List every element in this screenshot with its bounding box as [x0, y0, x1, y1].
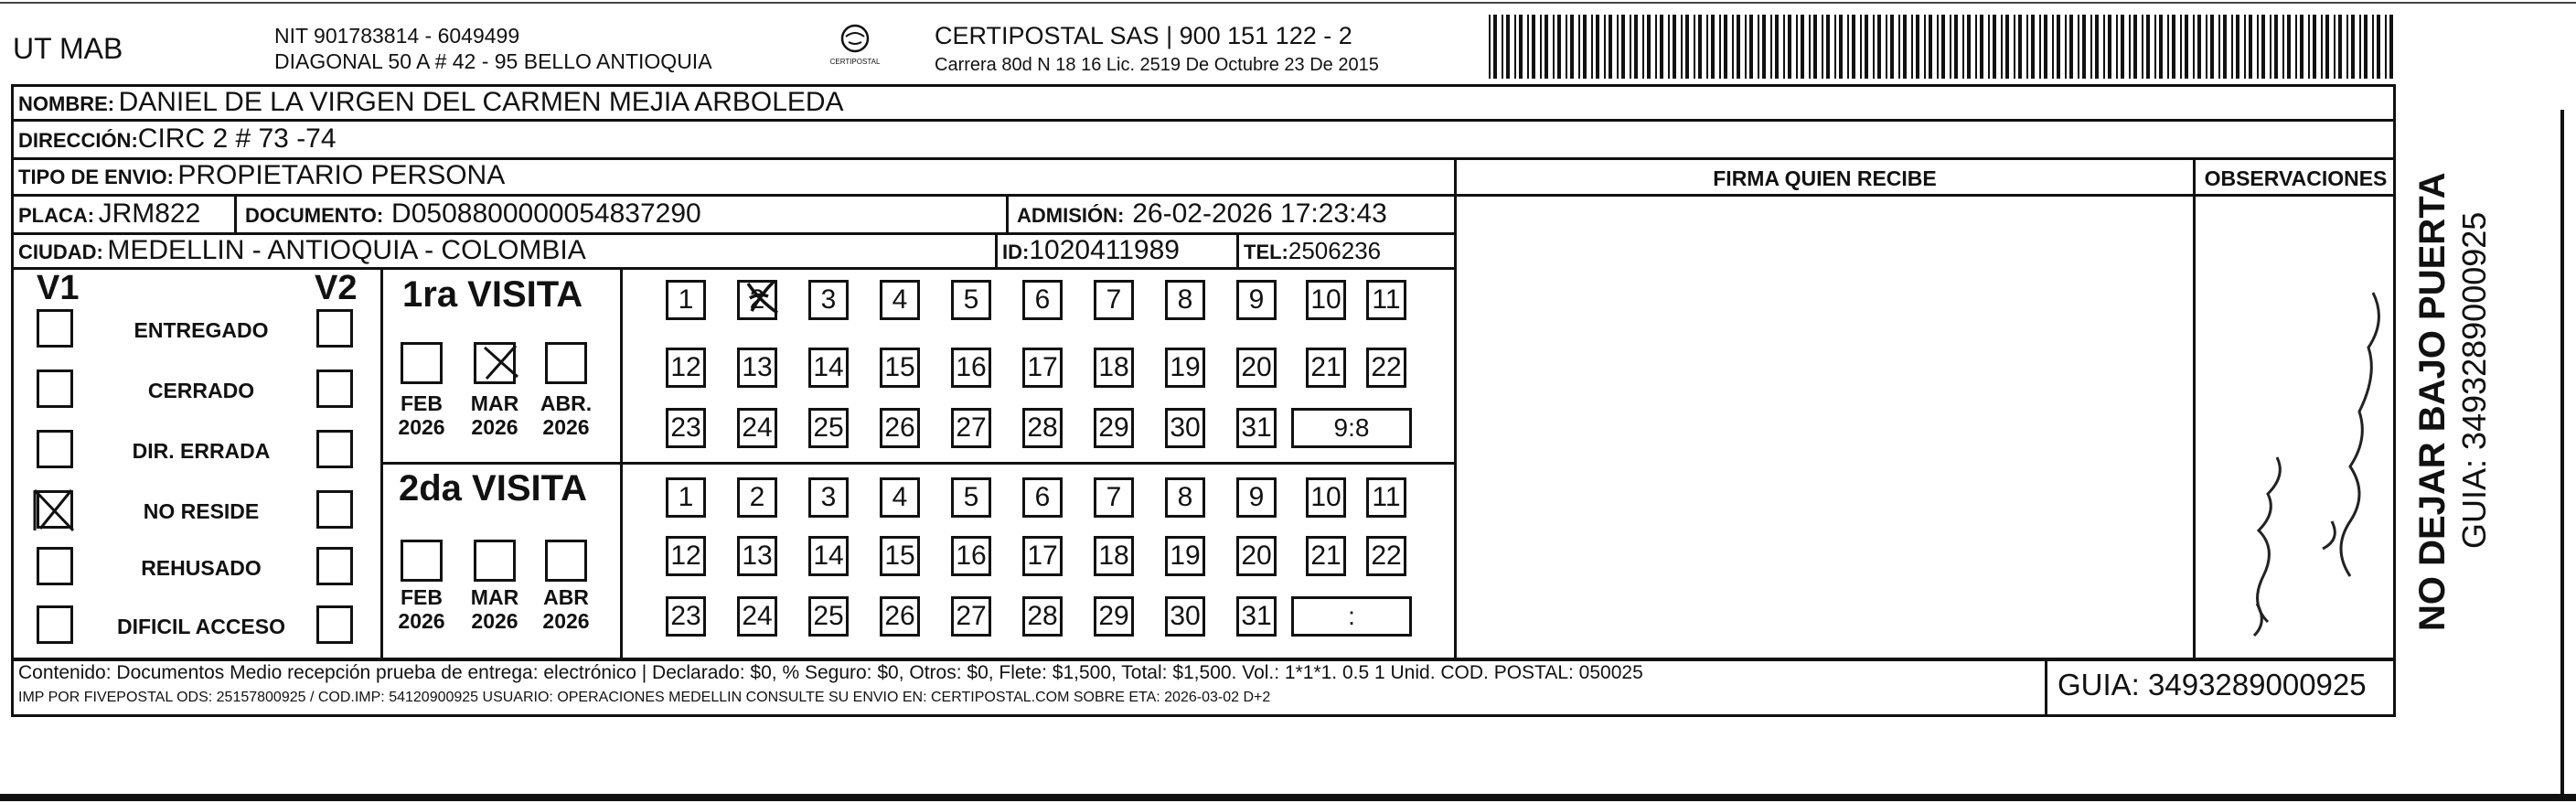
placa-value: JRM822 — [98, 198, 201, 229]
barcode-bar — [1553, 15, 1555, 79]
tipo-envio-value: PROPIETARIO PERSONA — [177, 160, 506, 190]
barcode-bar — [2159, 15, 2163, 79]
barcode-bar — [1745, 15, 1747, 79]
observaciones-header: OBSERVACIONES — [2204, 166, 2388, 190]
visit2-day-box[interactable]: 27 — [951, 596, 991, 637]
barcode-bar — [1570, 15, 1574, 79]
barcode — [1489, 15, 2396, 79]
visit2-day-box[interactable]: 1 — [666, 477, 706, 518]
barcode-bar — [2372, 15, 2374, 79]
barcode-bar — [2274, 15, 2278, 79]
barcode-bar — [2218, 15, 2220, 79]
visit1-day-box[interactable]: 4 — [880, 280, 920, 320]
barcode-bar — [2287, 15, 2291, 79]
barcode-bar — [1950, 15, 1951, 79]
barcode-bar — [1591, 15, 1593, 79]
barcode-bar — [1822, 15, 1823, 79]
visit2-month-checkbox[interactable] — [545, 540, 587, 582]
visit1-day-box[interactable]: 13 — [737, 348, 777, 388]
barcode-bar — [1719, 15, 1721, 79]
barcode-bar — [1630, 15, 1631, 79]
v1-checkbox[interactable] — [37, 309, 73, 348]
barcode-bar — [1489, 15, 1491, 79]
visit2-day-box[interactable]: 2 — [737, 477, 777, 518]
v2-label: V2 — [315, 269, 358, 307]
visit1-day-box[interactable]: 25 — [808, 408, 849, 448]
barcode-bar — [2133, 15, 2137, 79]
barcode-bar — [2270, 15, 2271, 79]
visit1-day-box[interactable]: 30 — [1165, 408, 1205, 448]
barcode-bar — [1911, 15, 1913, 79]
barcode-bar — [2069, 15, 2073, 79]
barcode-bar — [2095, 15, 2099, 79]
visit2-day-box[interactable]: 18 — [1094, 536, 1134, 576]
barcode-bar — [1737, 15, 1740, 79]
barcode-bar — [2261, 15, 2265, 79]
barcode-bar — [1975, 15, 1977, 79]
barcode-bar — [1706, 15, 1708, 79]
visit2-day-box[interactable]: 16 — [951, 536, 991, 576]
certipostal-address: Carrera 80d N 18 16 Lic. 2519 De Octubre 23 De 2015 — [935, 55, 1379, 75]
certipostal-logo — [814, 22, 896, 71]
visit1-day-box[interactable]: 10 — [1306, 280, 1346, 320]
barcode-bar — [2325, 15, 2329, 79]
barcode-bar — [2090, 15, 2092, 79]
barcode-bar — [1519, 15, 1523, 79]
barcode-bar — [1903, 15, 1907, 79]
barcode-bar — [1877, 15, 1881, 79]
barcode-bar — [1647, 15, 1651, 79]
barcode-bar — [1801, 15, 1804, 79]
barcode-bar — [1634, 15, 1638, 79]
visit2-day-box[interactable]: 23 — [666, 596, 706, 637]
status-label: DIFICIL ACCESO — [116, 615, 285, 638]
barcode-bar — [1617, 15, 1619, 79]
v2-checkbox[interactable] — [316, 547, 353, 585]
barcode-bar — [1532, 15, 1535, 79]
side-guia: GUIA: 3493289000925 — [2455, 211, 2493, 549]
v2-checkbox[interactable] — [316, 490, 353, 529]
ciudad-row: CIUDAD: MEDELLIN - ANTIOQUIA - COLOMBIA — [18, 235, 586, 265]
visit1-month-checkbox[interactable] — [474, 342, 516, 384]
barcode-bar — [2052, 15, 2054, 79]
visit1-day-box[interactable]: 17 — [1022, 348, 1063, 388]
visit2-day-box[interactable]: 10 — [1306, 477, 1346, 518]
barcode-bar — [2172, 15, 2175, 79]
visit1-month-label: MAR 2026 — [470, 391, 519, 439]
status-label: ENTREGADO — [134, 318, 269, 342]
tipo-envio-row: TIPO DE ENVIO: PROPIETARIO PERSONA — [18, 160, 506, 190]
barcode-bar — [2295, 15, 2297, 79]
visit2-day-box[interactable]: 7 — [1094, 477, 1134, 518]
barcode-bar — [2385, 15, 2387, 79]
barcode-bar — [2121, 15, 2124, 79]
barcode-bar — [1839, 15, 1843, 79]
barcode-bar — [2108, 15, 2111, 79]
barcode-bar — [1993, 15, 1996, 79]
visit1-day-box[interactable]: 9 — [1236, 280, 1277, 320]
visit2-month-label: ABR 2026 — [542, 585, 590, 633]
visit2-day-box[interactable]: 13 — [737, 536, 777, 576]
barcode-bar — [1954, 15, 1958, 79]
barcode-bar — [2346, 15, 2348, 79]
barcode-bar — [1770, 15, 1772, 79]
visit2-day-box[interactable]: 28 — [1022, 596, 1063, 637]
nombre-row: NOMBRE: DANIEL DE LA VIRGEN DEL CARMEN MEJIA ARBOLEDA — [18, 87, 844, 117]
barcode-bar — [1732, 15, 1734, 79]
barcode-bar — [1557, 15, 1561, 79]
footer-contenido: Contenido: Documentos Medio recepción prueba de entrega: electrónico | Declarado: $0, % Seguro: $0, Otros: $0, Flete: $1,500, Total: $1,500. Vol.: 1*1*1. 0.5 1 Unid. COD. POSTAL: 050025 — [18, 662, 1643, 683]
visit1-month-label: FEB 2026 — [398, 391, 445, 439]
barcode-bar — [1813, 15, 1817, 79]
visit2-day-box[interactable]: 21 — [1306, 536, 1346, 576]
visit2-month-label: FEB 2026 — [398, 585, 445, 633]
visit2-day-box[interactable]: 26 — [880, 596, 920, 637]
barcode-bar — [2244, 15, 2246, 79]
barcode-bar — [2300, 15, 2303, 79]
barcode-bar — [1941, 15, 1945, 79]
visit1-day-box[interactable]: 26 — [880, 408, 920, 448]
footer-imp: IMP POR FIVEPOSTAL ODS: 25157800925 / COD.IMP: 54120900925 USUARIO: OPERACIONES MEDELLIN CONSULTE SU ENVIO EN: CERTIPOSTAL.COM SOBRE ETA: 2026-03-02 D+2 — [18, 690, 1271, 705]
barcode-bar — [1834, 15, 1836, 79]
barcode-bar — [2167, 15, 2169, 79]
placa-row: PLACA: JRM822 — [18, 198, 201, 229]
barcode-bar — [2338, 15, 2342, 79]
visit2-day-box[interactable]: 30 — [1165, 596, 1205, 637]
barcode-bar — [1796, 15, 1798, 79]
visit2-day-box[interactable]: 6 — [1022, 477, 1063, 518]
barcode-bar — [2005, 15, 2009, 79]
v2-checkbox[interactable] — [316, 309, 353, 348]
barcode-bar — [2001, 15, 2003, 79]
visit2-month-checkbox[interactable] — [474, 540, 516, 582]
barcode-bar — [1852, 15, 1855, 79]
barcode-bar — [1967, 15, 1971, 79]
visit1-day-box[interactable]: 12 — [666, 348, 706, 388]
logo-icon — [814, 22, 896, 71]
visit1-day-box[interactable]: 14 — [808, 348, 849, 388]
barcode-bar — [2210, 15, 2214, 79]
firma-header: FIRMA QUIEN RECIBE — [1713, 166, 1937, 190]
tel-value: 2506236 — [1288, 237, 1382, 264]
visit2-time-box[interactable]: : — [1291, 596, 1412, 637]
visit1-day-box[interactable]: 5 — [951, 280, 991, 320]
status-label: DIR. ERRADA — [132, 439, 271, 463]
barcode-bar — [2185, 15, 2188, 79]
barcode-bar — [1527, 15, 1529, 79]
direccion-value: CIRC 2 # 73 -74 — [137, 123, 337, 154]
visit1-day-box[interactable]: 7 — [1094, 280, 1134, 320]
visit1-day-box[interactable]: 19 — [1165, 348, 1205, 388]
barcode-bar — [2018, 15, 2022, 79]
barcode-bar — [1681, 15, 1683, 79]
visit1-day-box[interactable]: 3 — [808, 280, 849, 320]
barcode-bar — [2257, 15, 2259, 79]
barcode-bar — [2308, 15, 2310, 79]
barcode-bar — [1929, 15, 1932, 79]
visit2-day-box[interactable]: 22 — [1366, 536, 1406, 576]
visit1-day-box[interactable]: 20 — [1236, 348, 1277, 388]
barcode-bar — [1621, 15, 1625, 79]
barcode-bar — [1642, 15, 1644, 79]
barcode-bar — [1826, 15, 1830, 79]
visit2-day-box[interactable]: 5 — [951, 477, 991, 518]
visit2-day-box[interactable]: 12 — [666, 536, 706, 576]
svg-text:CERTIPOSTAL: CERTIPOSTAL — [829, 58, 881, 66]
barcode-bar — [2082, 15, 2086, 79]
barcode-bar — [1566, 15, 1567, 79]
barcode-bar — [1886, 15, 1887, 79]
barcode-bar — [1962, 15, 1964, 79]
barcode-bar — [1655, 15, 1657, 79]
barcode-bar — [2236, 15, 2239, 79]
visit1-title: 1ra VISITA — [402, 274, 583, 315]
barcode-bar — [1916, 15, 1919, 79]
status-label: NO RESIDE — [143, 499, 260, 523]
visit2-day-box[interactable]: 15 — [880, 536, 920, 576]
barcode-bar — [1788, 15, 1791, 79]
barcode-bar — [2142, 15, 2143, 79]
barcode-bar — [1898, 15, 1900, 79]
barcode-bar — [1724, 15, 1727, 79]
barcode-bar — [2039, 15, 2041, 79]
status-label: CERRADO — [147, 379, 255, 402]
visit2-day-box[interactable]: 24 — [737, 596, 777, 637]
barcode-bar — [2078, 15, 2079, 79]
visit1-day-box[interactable]: 29 — [1094, 408, 1134, 448]
visit1-day-box[interactable]: 31 — [1236, 408, 1277, 448]
barcode-bar — [1668, 15, 1670, 79]
visit1-day-box[interactable]: 27 — [951, 408, 991, 448]
visit1-day-box[interactable]: 24 — [737, 408, 777, 448]
no-dejar-bajo-puerta: NO DEJAR BAJO PUERTA — [2412, 172, 2453, 631]
visit1-day-box[interactable]: 2 — [737, 280, 777, 320]
tel-row: TEL:2506236 — [1244, 237, 1382, 264]
visit2-day-box[interactable]: 4 — [880, 477, 920, 518]
visit2-day-box[interactable]: 17 — [1022, 536, 1063, 576]
barcode-bar — [2249, 15, 2252, 79]
visit1-month-label: ABR. 2026 — [540, 391, 593, 439]
visit1-day-box[interactable]: 16 — [951, 348, 991, 388]
barcode-bar — [2377, 15, 2380, 79]
barcode-bar — [2351, 15, 2355, 79]
id-row: ID:1020411989 — [1002, 235, 1180, 265]
barcode-bar — [2223, 15, 2227, 79]
barcode-bar — [2154, 15, 2156, 79]
visit2-day-box[interactable]: 11 — [1366, 477, 1406, 518]
v1-checkbox[interactable] — [37, 369, 73, 408]
barcode-bar — [2146, 15, 2150, 79]
barcode-bar — [1809, 15, 1811, 79]
barcode-bar — [1698, 15, 1702, 79]
visit2-day-box[interactable]: 25 — [808, 596, 849, 637]
barcode-bar — [2364, 15, 2368, 79]
barcode-bar — [1506, 15, 1510, 79]
v1-checkbox[interactable] — [37, 490, 73, 529]
barcode-bar — [2180, 15, 2182, 79]
barcode-bar — [1583, 15, 1587, 79]
barcode-bar — [2389, 15, 2393, 79]
barcode-bar — [1545, 15, 1548, 79]
v2-checkbox[interactable] — [316, 605, 353, 644]
barcode-bar — [2014, 15, 2015, 79]
visit1-day-box[interactable]: 28 — [1022, 408, 1063, 448]
admision-row: ADMISIÓN: 26-02-2026 17:23:43 — [1017, 198, 1387, 229]
barcode-bar — [1673, 15, 1676, 79]
visit2-day-box[interactable]: 3 — [808, 477, 849, 518]
barcode-bar — [2116, 15, 2118, 79]
company-address: DIAGONAL 50 A # 42 - 95 BELLO ANTIOQUIA — [274, 49, 712, 73]
footer-guia: GUIA: 3493289000925 — [2058, 668, 2367, 701]
visit2-day-box[interactable]: 19 — [1165, 536, 1205, 576]
v1-checkbox[interactable] — [37, 430, 73, 468]
barcode-bar — [1596, 15, 1599, 79]
company-name: UT MAB — [13, 32, 123, 65]
visit1-day-box[interactable]: 15 — [880, 348, 920, 388]
barcode-bar — [1758, 15, 1759, 79]
barcode-bar — [2321, 15, 2323, 79]
barcode-bar — [1660, 15, 1663, 79]
documento-value: D0508800000054837290 — [391, 198, 701, 229]
barcode-bar — [1685, 15, 1689, 79]
visit1-day-box[interactable]: 21 — [1306, 348, 1346, 388]
visit1-day-box[interactable]: 23 — [666, 408, 706, 448]
barcode-bar — [2026, 15, 2028, 79]
barcode-bar — [2103, 15, 2105, 79]
barcode-bar — [2129, 15, 2131, 79]
visit1-day-box[interactable]: 11 — [1366, 280, 1406, 320]
barcode-bar — [2334, 15, 2336, 79]
barcode-bar — [2231, 15, 2233, 79]
visit1-day-box[interactable]: 6 — [1022, 280, 1063, 320]
visit2-day-box[interactable]: 29 — [1094, 596, 1134, 637]
barcode-bar — [1924, 15, 1926, 79]
barcode-bar — [1865, 15, 1868, 79]
barcode-bar — [2065, 15, 2067, 79]
barcode-bar — [1988, 15, 1990, 79]
v1-label: V1 — [37, 269, 80, 307]
barcode-bar — [2313, 15, 2316, 79]
barcode-bar — [2359, 15, 2361, 79]
barcode-bar — [1873, 15, 1875, 79]
visit1-day-box[interactable]: 1 — [666, 280, 706, 320]
v1-checkbox[interactable] — [37, 547, 73, 585]
status-label: REHUSADO — [141, 556, 262, 580]
barcode-bar — [1783, 15, 1785, 79]
barcode-bar — [2193, 15, 2195, 79]
visit2-title: 2da VISITA — [399, 468, 587, 509]
direccion-row: DIRECCIÓN:CIRC 2 # 73 -74 — [18, 123, 337, 154]
visit2-month-label: MAR 2026 — [470, 585, 519, 633]
visit1-day-box[interactable]: 8 — [1165, 280, 1205, 320]
barcode-bar — [1493, 15, 1497, 79]
v2-checkbox[interactable] — [316, 430, 353, 468]
visit2-day-box[interactable]: 14 — [808, 536, 849, 576]
barcode-bar — [1762, 15, 1766, 79]
barcode-bar — [1980, 15, 1983, 79]
id-value: 1020411989 — [1029, 235, 1180, 265]
visit1-day-box[interactable]: 18 — [1094, 348, 1134, 388]
v2-checkbox[interactable] — [316, 369, 353, 408]
nombre-value: DANIEL DE LA VIRGEN DEL CARMEN MEJIA ARBOLEDA — [118, 87, 844, 117]
barcode-bar — [2197, 15, 2201, 79]
barcode-bar — [1860, 15, 1862, 79]
visit2-month-checkbox[interactable] — [401, 540, 443, 582]
barcode-bar — [1604, 15, 1606, 79]
visit2-day-box[interactable]: 20 — [1236, 536, 1277, 576]
visit1-month-checkbox[interactable] — [401, 342, 443, 384]
barcode-bar — [2282, 15, 2284, 79]
barcode-bar — [1711, 15, 1715, 79]
visit2-day-box[interactable]: 9 — [1236, 477, 1277, 518]
barcode-bar — [2206, 15, 2207, 79]
barcode-bar — [1502, 15, 1503, 79]
barcode-bar — [1694, 15, 1695, 79]
barcode-bar — [1514, 15, 1516, 79]
barcode-bar — [2057, 15, 2060, 79]
visit1-time-box[interactable]: 9:8 — [1291, 408, 1412, 448]
visit2-day-box[interactable]: 31 — [1236, 596, 1277, 637]
admision-value: 26-02-2026 17:23:43 — [1132, 198, 1387, 229]
barcode-bar — [1578, 15, 1580, 79]
barcode-bar — [1749, 15, 1753, 79]
barcode-bar — [1540, 15, 1542, 79]
barcode-bar — [2031, 15, 2035, 79]
ciudad-value: MEDELLIN - ANTIOQUIA - COLOMBIA — [107, 235, 586, 265]
barcode-bar — [1775, 15, 1779, 79]
visit1-day-box[interactable]: 22 — [1366, 348, 1406, 388]
visit1-month-checkbox[interactable] — [545, 342, 587, 384]
visit2-day-box[interactable]: 8 — [1165, 477, 1205, 518]
barcode-bar — [1847, 15, 1849, 79]
barcode-bar — [1609, 15, 1612, 79]
documento-row: DOCUMENTO: D0508800000054837290 — [245, 198, 701, 229]
v1-checkbox[interactable] — [37, 605, 73, 644]
certipostal-name: CERTIPOSTAL SAS | 900 151 122 - 2 — [935, 22, 1352, 49]
barcode-bar — [1890, 15, 1894, 79]
nit-text: NIT 901783814 - 6049499 — [274, 24, 520, 48]
barcode-bar — [1937, 15, 1939, 79]
barcode-bar — [2044, 15, 2047, 79]
